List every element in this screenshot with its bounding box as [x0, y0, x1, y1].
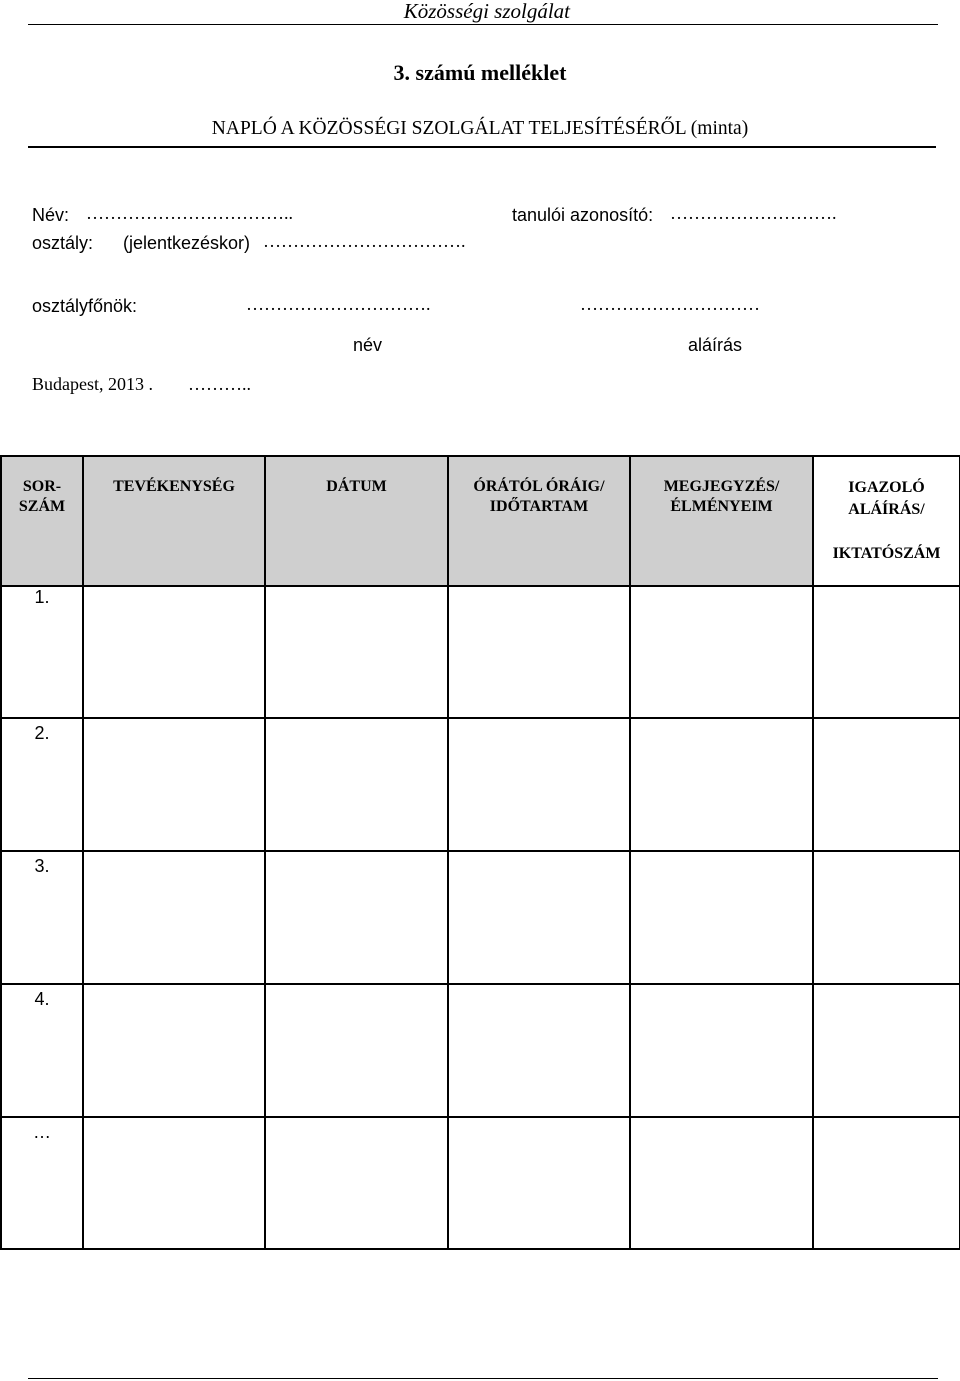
- header-date: [265, 456, 448, 586]
- student-id-field-dots[interactable]: ……………………….: [670, 203, 837, 223]
- activity-cell[interactable]: [83, 718, 265, 851]
- row-number: 2.: [34, 723, 50, 743]
- notes-cell[interactable]: [630, 1117, 813, 1249]
- header-divider: [28, 24, 938, 25]
- annex-label: 3. számú melléklet: [393, 60, 567, 85]
- table-row: [1, 984, 960, 1117]
- header-activity-text: TEVÉKENYSÉG: [113, 478, 235, 495]
- running-header-title: Közösségi szolgálat: [403, 0, 570, 23]
- place-date-label: Budapest, 2013 .: [32, 374, 153, 394]
- time-cell[interactable]: [448, 1117, 630, 1249]
- document-title: NAPLÓ A KÖZÖSSÉGI SZOLGÁLAT TELJESÍTÉSÉRŐL (minta): [211, 118, 749, 139]
- signature-cell[interactable]: [813, 851, 960, 984]
- header-notes-text: MEGJEGYZÉS/ ÉLMÉNYEIM: [663, 478, 780, 515]
- table-row: [1, 586, 960, 718]
- notes-cell[interactable]: [630, 851, 813, 984]
- date-cell[interactable]: [265, 851, 448, 984]
- row-number: 3.: [34, 856, 50, 876]
- table-row: [1, 851, 960, 984]
- notes-cell[interactable]: [630, 984, 813, 1117]
- row-number: …: [33, 1122, 51, 1142]
- student-id-label: tanulói azonosító:: [512, 205, 654, 225]
- row-number: 4.: [34, 989, 50, 1009]
- activity-cell[interactable]: [83, 1117, 265, 1249]
- row-number-cell: [1, 984, 83, 1117]
- name-caption: név: [353, 335, 383, 355]
- table-row: [1, 718, 960, 851]
- activity-cell[interactable]: [83, 984, 265, 1117]
- time-cell[interactable]: [448, 718, 630, 851]
- header-signature: [813, 456, 960, 586]
- header-notes: [630, 456, 813, 586]
- notes-cell[interactable]: [630, 718, 813, 851]
- time-cell[interactable]: [448, 586, 630, 718]
- time-cell[interactable]: [448, 851, 630, 984]
- header-date-text: DÁTUM: [326, 478, 387, 495]
- date-cell[interactable]: [265, 718, 448, 851]
- head-teacher-signature-dots[interactable]: …………………………: [580, 294, 760, 314]
- date-cell[interactable]: [265, 984, 448, 1117]
- head-teacher-name-dots[interactable]: ………………………….: [246, 294, 431, 314]
- header-serial-text: SOR- SZÁM: [18, 478, 66, 515]
- title-divider: [28, 146, 936, 148]
- date-cell[interactable]: [265, 1117, 448, 1249]
- header-serial: [1, 456, 83, 586]
- row-number-cell: [1, 851, 83, 984]
- class-label: osztály:: [32, 233, 94, 253]
- header-activity: [83, 456, 265, 586]
- signature-cell[interactable]: [813, 718, 960, 851]
- time-cell[interactable]: [448, 984, 630, 1117]
- footer-divider: [28, 1378, 938, 1379]
- date-cell[interactable]: [265, 586, 448, 718]
- row-number: 1.: [34, 587, 50, 607]
- activity-cell[interactable]: [83, 586, 265, 718]
- table-header-row: [1, 456, 960, 586]
- signature-cell[interactable]: [813, 1117, 960, 1249]
- name-field-dots[interactable]: ……………………………..: [86, 203, 293, 223]
- head-teacher-label: osztályfőnök:: [32, 296, 138, 316]
- table-row: [1, 1117, 960, 1249]
- class-note: (jelentkezéskor): [123, 233, 251, 253]
- header-time-text: ÓRÁTÓL ÓRÁIG/ IDŐTARTAM: [473, 478, 605, 515]
- header-time: [448, 456, 630, 586]
- row-number-cell: [1, 586, 83, 718]
- activity-log-table: [0, 455, 960, 1250]
- signature-cell[interactable]: [813, 984, 960, 1117]
- class-field-dots[interactable]: …………………………….: [263, 231, 466, 251]
- row-number-cell: [1, 718, 83, 851]
- row-number-cell: [1, 1117, 83, 1249]
- signature-cell[interactable]: [813, 586, 960, 718]
- notes-cell[interactable]: [630, 586, 813, 718]
- signature-caption: aláírás: [688, 335, 743, 355]
- header-signature-text: IGAZOLÓ ALÁÍRÁS/ IKTATÓSZÁM: [832, 479, 941, 562]
- place-date-dots[interactable]: ………..: [188, 374, 251, 394]
- name-label: Név:: [32, 205, 70, 225]
- activity-cell[interactable]: [83, 851, 265, 984]
